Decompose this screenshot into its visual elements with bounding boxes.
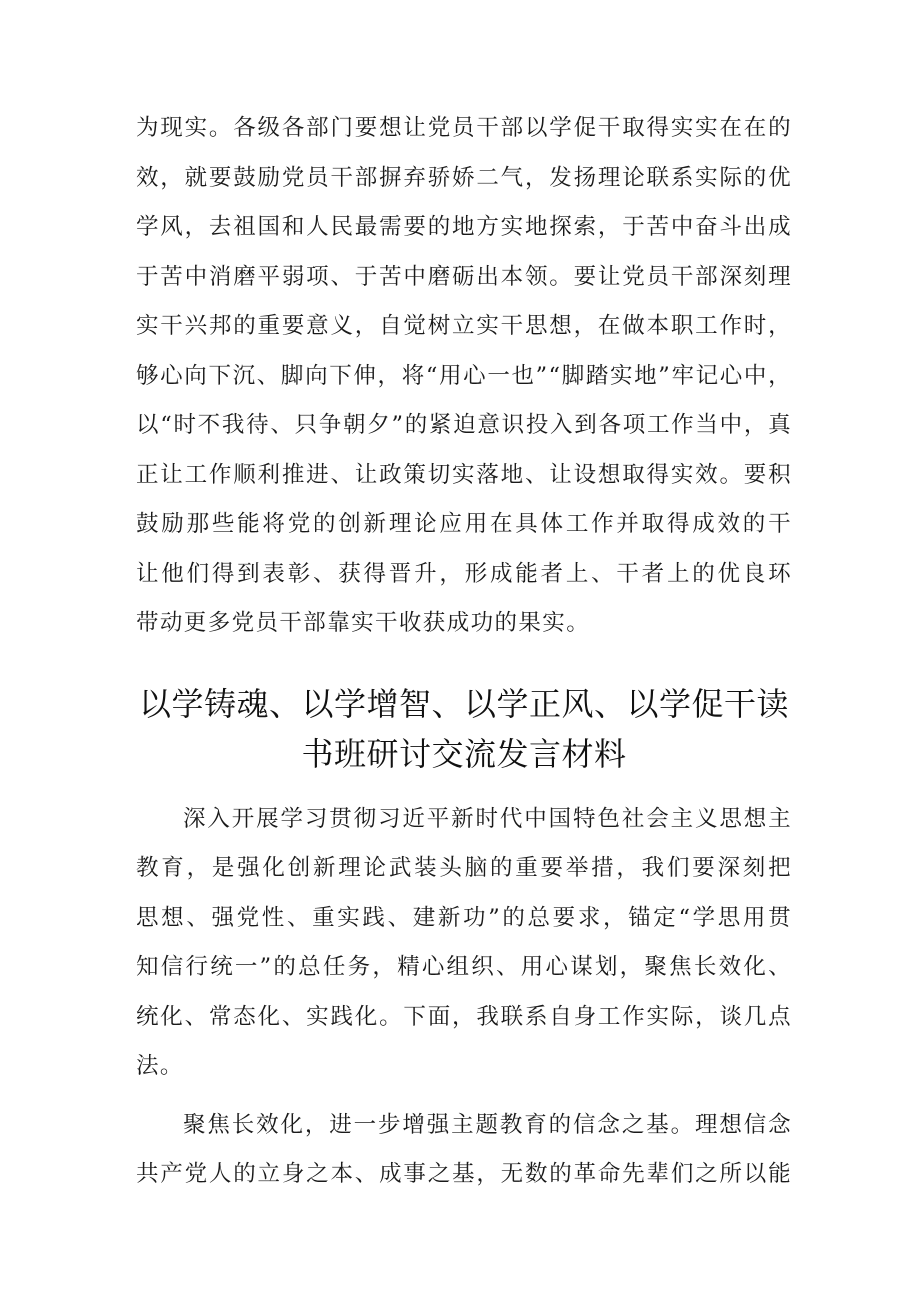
text-line: 聚焦长效化，进一步增强主题教育的信念之基。理想信念 bbox=[183, 1111, 792, 1138]
text-line: 实干兴邦的重要意义，自觉树立实干思想，在做本职工作时， bbox=[136, 313, 792, 339]
heading-line: 以学铸魂、以学增智、以学正风、以学促干读 bbox=[138, 684, 789, 723]
text-line: 知信行统一”的总任务，精心组织、用心谋划，聚焦长效化、 bbox=[136, 954, 792, 980]
text-line: 教育，是强化创新理论武装头脑的重要举措，我们要深刻把 bbox=[136, 855, 792, 881]
text-line: 学风，去祖国和人民最需要的地方实地探索，于苦中奋斗出成 bbox=[136, 214, 792, 240]
text-line: 深入开展学习贯彻习近平新时代中国特色社会主义思想主 bbox=[183, 805, 792, 832]
paragraph-continuation bbox=[136, 104, 792, 649]
text-line: 正让工作顺利推进、让政策切实落地、让设想取得实效。要积 bbox=[136, 461, 792, 488]
text-line: 思想、强党性、重实践、建新功”的总要求，锚定“学思用贯 bbox=[136, 904, 792, 931]
text-line: 法。 bbox=[136, 1053, 184, 1079]
paragraph-long-term bbox=[136, 1101, 792, 1200]
text-line: 效，就要鼓励党员干部摒弃骄娇二气，发扬理论联系实际的优 bbox=[136, 164, 792, 191]
text-line: 以“时不我待、只争朝夕”的紧迫意识投入到各项工作当中，真 bbox=[136, 412, 792, 438]
text-line: 共产党人的立身之本、成事之基，无数的革命先辈们之所以能 bbox=[136, 1161, 792, 1187]
paragraph-intro bbox=[136, 795, 792, 1092]
text-line: 统化、常态化、实践化。下面，我联系自身工作实际，谈几点 bbox=[136, 1003, 792, 1030]
heading-line: 书班研讨交流发言材料 bbox=[301, 734, 627, 773]
section-heading bbox=[136, 679, 792, 779]
text-line: 带动更多党员干部靠实干收获成功的果实。 bbox=[136, 610, 591, 636]
document-page bbox=[136, 104, 792, 1200]
text-line: 让他们得到表彰、获得晋升，形成能者上、干者上的优良环 bbox=[136, 560, 792, 587]
text-line: 为现实。各级各部门要想让党员干部以学促干取得实实在在的 bbox=[136, 115, 792, 141]
text-line: 鼓励那些能将党的创新理论应用在具体工作并取得成效的干 bbox=[136, 511, 792, 537]
text-line: 于苦中消磨平弱项、于苦中磨砺出本领。要让党员干部深刻理 bbox=[136, 263, 792, 290]
text-line: 够心向下沉、脚向下伸，将“用心一也”“脚踏实地”牢记心中， bbox=[136, 362, 792, 389]
